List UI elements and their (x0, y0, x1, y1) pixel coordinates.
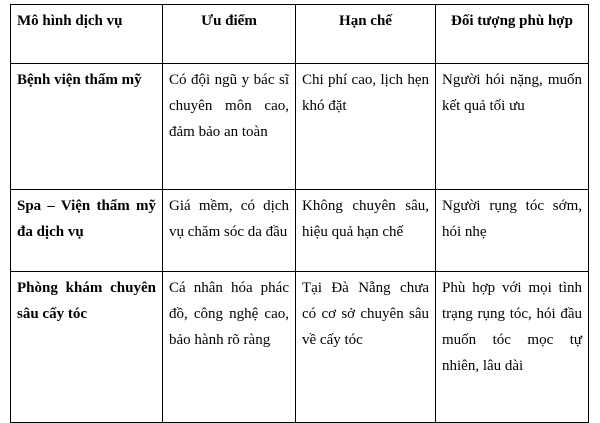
cell-suitable-audience: Phù hợp với mọi tình trạng rụng tóc, hói đầu muốn tóc mọc tự nhiên, lâu dài (436, 272, 589, 423)
table-row (11, 272, 589, 423)
cell-service-model: Bệnh viện thẩm mỹ (11, 64, 163, 190)
cell-limitations: Không chuyên sâu, hiệu quả hạn chế (296, 190, 436, 272)
cell-advantages: Có đội ngũ y bác sĩ chuyên môn cao, đảm bảo an toàn (163, 64, 296, 190)
table-row (11, 64, 589, 190)
header-limitations: Hạn chế (296, 5, 436, 64)
cell-suitable-audience: Người rụng tóc sớm, hói nhẹ (436, 190, 589, 272)
cell-advantages: Cá nhân hóa phác đồ, công nghệ cao, bảo hành rõ ràng (163, 272, 296, 423)
cell-limitations: Tại Đà Nẵng chưa có cơ sở chuyên sâu về cấy tóc (296, 272, 436, 423)
cell-advantages: Giá mềm, có dịch vụ chăm sóc da đầu (163, 190, 296, 272)
cell-limitations: Chi phí cao, lịch hẹn khó đặt (296, 64, 436, 190)
table-row (11, 190, 589, 272)
comparison-table (10, 4, 589, 423)
header-service-model: Mô hình dịch vụ (11, 5, 163, 64)
header-advantages: Ưu điểm (163, 5, 296, 64)
header-row (11, 5, 589, 64)
header-suitable-audience: Đối tượng phù hợp (436, 5, 589, 64)
cell-service-model: Spa – Viện thẩm mỹ đa dịch vụ (11, 190, 163, 272)
cell-suitable-audience: Người hói nặng, muốn kết quả tối ưu (436, 64, 589, 190)
cell-service-model: Phòng khám chuyên sâu cấy tóc (11, 272, 163, 423)
